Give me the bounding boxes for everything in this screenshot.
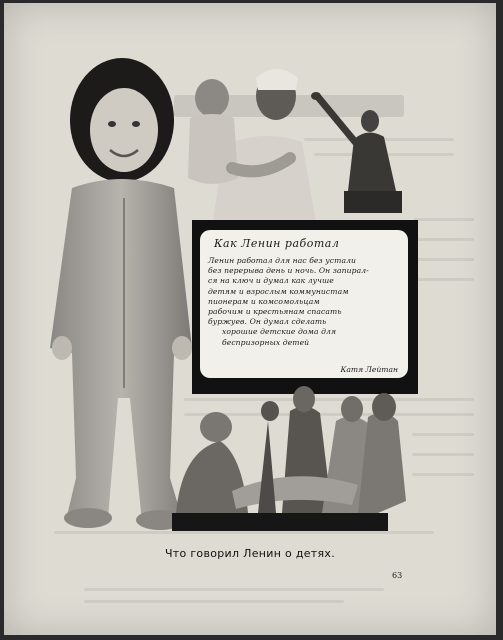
letter-line: детям и взрослым коммунистам (208, 286, 349, 296)
letter-signature: Катя Лейтан (340, 365, 398, 374)
photo-caption: Что говорил Ленин о детях. (164, 547, 336, 560)
letter-line: Ленин работал для нас без устали (208, 256, 356, 265)
bleed-through-line (412, 473, 474, 476)
orator-statue-photo (304, 91, 406, 213)
bleed-through-line (412, 433, 474, 436)
bleed-through-line (54, 531, 434, 534)
bleed-through-line (414, 278, 474, 281)
letter-line: пионерам и комсомольцам (208, 296, 320, 306)
magazine-page (4, 3, 496, 635)
letter-line: буржуев. Он думал сделать (208, 317, 327, 327)
bleed-through-line (84, 600, 344, 603)
letter-frame (192, 220, 418, 394)
bleed-through-line (414, 258, 474, 261)
bleed-through-line (412, 453, 474, 456)
handwritten-letter (200, 230, 408, 378)
bleed-through-line (84, 588, 384, 591)
letter-title: Как Ленин работал (214, 237, 340, 250)
nurse-with-baby-photo (172, 58, 322, 228)
letter-line: рабочим и крестьянам спасать (208, 307, 342, 317)
page-number: 63 (392, 571, 403, 580)
letter-line: ся на ключ и думал как лучше (208, 276, 334, 286)
letter-line: беспризорных детей (222, 337, 310, 347)
letter-line: хорошие детские дома для (222, 327, 337, 337)
bleed-through-line (414, 218, 474, 221)
letter-line: без перерыва день и ночь. Он запирал- (208, 266, 369, 276)
bleed-through-line (414, 238, 474, 241)
children-group-photo (172, 381, 410, 531)
